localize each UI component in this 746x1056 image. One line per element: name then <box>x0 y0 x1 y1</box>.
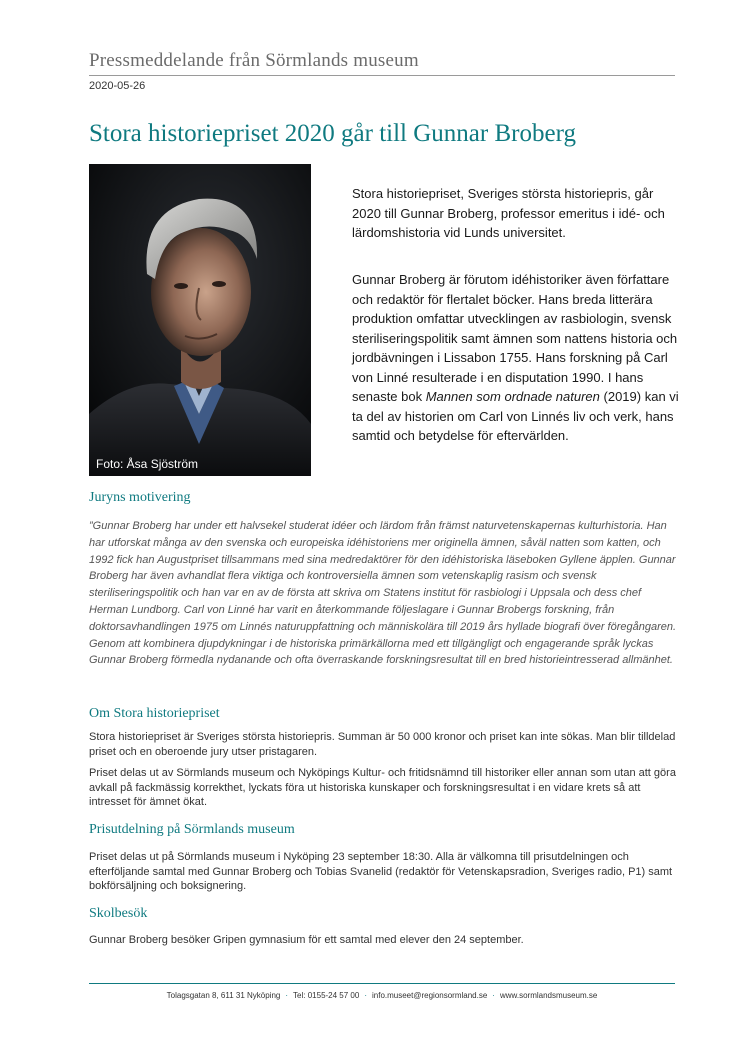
about-paragraph-2: Priset delas ut av Sörmlands museum och Nyköpings Kultur- och fritidsnämnd till historiker eller annan som utan att göra avkall på fackmässig korrekthet, lyckats föra ut historiska kunskaper och forskningsresultat i en vidare krets så att intresset för ämnet ökat. <box>89 767 676 808</box>
lead-paragraph-2 <box>352 270 682 446</box>
ceremony-paragraph: Priset delas ut på Sörmlands museum i Nyköping 23 september 18:30. Alla är välkomna till prisutdelningen och efterföljande samtal med Gunnar Broberg och Tobias Svanelid (redaktör för Vetenskapsradion, Sveriges radio, P1) samt bokförsäljning och boksignering. <box>89 851 673 892</box>
section-heading-school: Skolbesök <box>89 906 148 921</box>
footer-contact <box>89 991 675 1000</box>
footer-phone: Tel: 0155-24 57 00 <box>293 991 360 1000</box>
about-paragraph: Stora historiepriset är Sveriges största historiepris. Summan är 50 000 kronor och priset kan inte sökas. Man blir tilldelad priset och en oberoende jury utser pristagaren. <box>89 731 676 758</box>
portrait-photo <box>89 164 311 476</box>
school-paragraph: Gunnar Broberg besöker Gripen gymnasium för ett samtal med elever den 24 september. <box>89 934 524 946</box>
footer-separator: · <box>364 991 367 1000</box>
section-heading-jury: Juryns motivering <box>89 490 191 505</box>
portrait-image <box>89 164 311 476</box>
footer-email[interactable]: info.museet@regionsormland.se <box>372 991 488 1000</box>
lead-text: Gunnar Broberg är förutom idéhistoriker även författare och redaktör för flertalet böcker. Hans breda litterära produktion omfattar utvecklingen av rasbiologin, svensk steriliseringspolitik samt ämnen som nattens historia och jordbävningen i Lissabon 1755. Hans forskning på Carl von Linné resulterade i en disputation 1990. I hans senaste bok <box>352 272 678 404</box>
section-heading-ceremony: Prisutdelning på Sörmlands museum <box>89 822 295 837</box>
footer-divider <box>89 983 675 984</box>
footer-separator: · <box>285 991 289 1000</box>
footer-website[interactable]: www.sormlandsmuseum.se <box>499 991 598 1000</box>
header-divider <box>89 75 675 76</box>
section-heading-about: Om Stora historiepriset <box>89 706 220 721</box>
page-title: Stora historiepriset 2020 går till Gunnar Broberg <box>89 120 576 147</box>
footer-address: Tolagsgatan 8, 611 31 Nyköping <box>166 991 281 1000</box>
lead-paragraph: Stora historiepriset, Sveriges största historiepris, går 2020 till Gunnar Broberg, professor emeritus i idé- och lärdomshistoria vid Lunds universitet. <box>352 186 665 240</box>
photo-credit: Foto: Åsa Sjöström <box>96 457 199 471</box>
header-title: Pressmeddelande från Sörmlands museum <box>89 50 419 71</box>
jury-quote: ”Gunnar Broberg har under ett halvsekel studerat idéer och lärdom från främst naturvetenskapernas kulturhistoria. Han har utforskat många av den svenska och europeiska idéhistoriens mer originella ämnen, såväl natten som katten, och 1992 fick han Augustpriset tillsammans med sina medredaktörer för den idéhistoriska läseboken Gyllene äpplen. Gunnar Broberg har även avhandlat flera viktiga och kontroversiella ämnen som vetenskaplig rasism och svensk steriliseringspolitik och han var en av de första att skriva om Statens institut för rasbiologi i Uppsala och dess chef Herman Lundborg. Carl von Linné har varit en återkommande följeslagare i Gunnar Brobergs forskning, från doktorsavhandlingen 1975 om Linnés naturuppfattning och människolära till 2019 års hyllade biografi över föregångaren. Genom att kombinera djupdykningar i de historiska primärkällorna med ett tillgängligt och engagerande språk lyckas Gunnar Broberg förmedla nydanande och ofta överraskande forskningsresultat till en bred historieintresserad allmänhet. <box>89 520 677 667</box>
lead-text-continued: (2019) kan vi ta del av historien om Carl von Linnés liv och verk, hans samtid och betydelse för eftervärlden. <box>352 389 679 443</box>
book-title: Mannen som ordnade naturen <box>425 389 600 404</box>
publish-date: 2020-05-26 <box>89 80 146 92</box>
footer-separator: · <box>492 991 495 1000</box>
